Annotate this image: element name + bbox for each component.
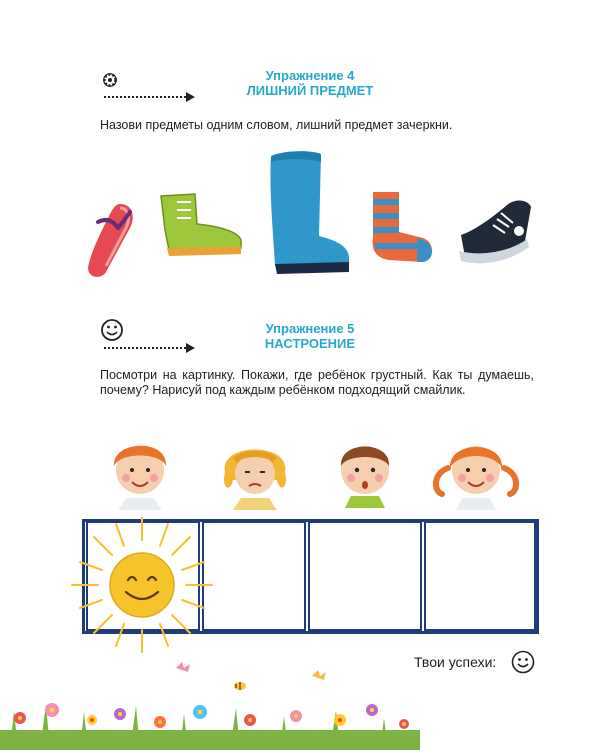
exercise-4-number: Упражнение 4 <box>265 68 355 83</box>
exercise-4-instruction: Назови предметы одним словом, лишний предмет зачеркни. <box>100 118 453 132</box>
happy-boy-icon <box>100 430 180 510</box>
exercise-5-instruction: Посмотри на картинку. Покажи, где ребёнок грустный. Как ты думаешь, почему? Нарисуй под каждым ребёнком подходящий смайлик. <box>100 368 534 397</box>
green-boot-icon <box>155 190 247 260</box>
exercise-4-title: ЛИШНИЙ ПРЕДМЕТ <box>246 83 374 98</box>
striped-sock-icon <box>365 188 437 266</box>
flip-flop-icon <box>80 198 140 280</box>
blue-rubber-boot-icon <box>265 150 355 278</box>
sneaker-icon <box>455 195 537 267</box>
success-label: Твои успехи: <box>414 654 497 670</box>
answer-cell-3[interactable] <box>308 521 422 631</box>
sad-girl-icon <box>215 430 295 510</box>
exercise-5-title: НАСТРОЕНИЕ <box>264 336 356 351</box>
exercise-5-number: Упражнение 5 <box>265 321 355 336</box>
flower-meadow-decoration <box>0 660 420 750</box>
answer-cell-4[interactable] <box>424 521 536 631</box>
surprised-boy-icon <box>325 430 405 510</box>
happy-girl-icon <box>430 428 522 510</box>
success-smiley-icon <box>511 650 535 674</box>
sun-smiley-icon <box>62 510 222 660</box>
